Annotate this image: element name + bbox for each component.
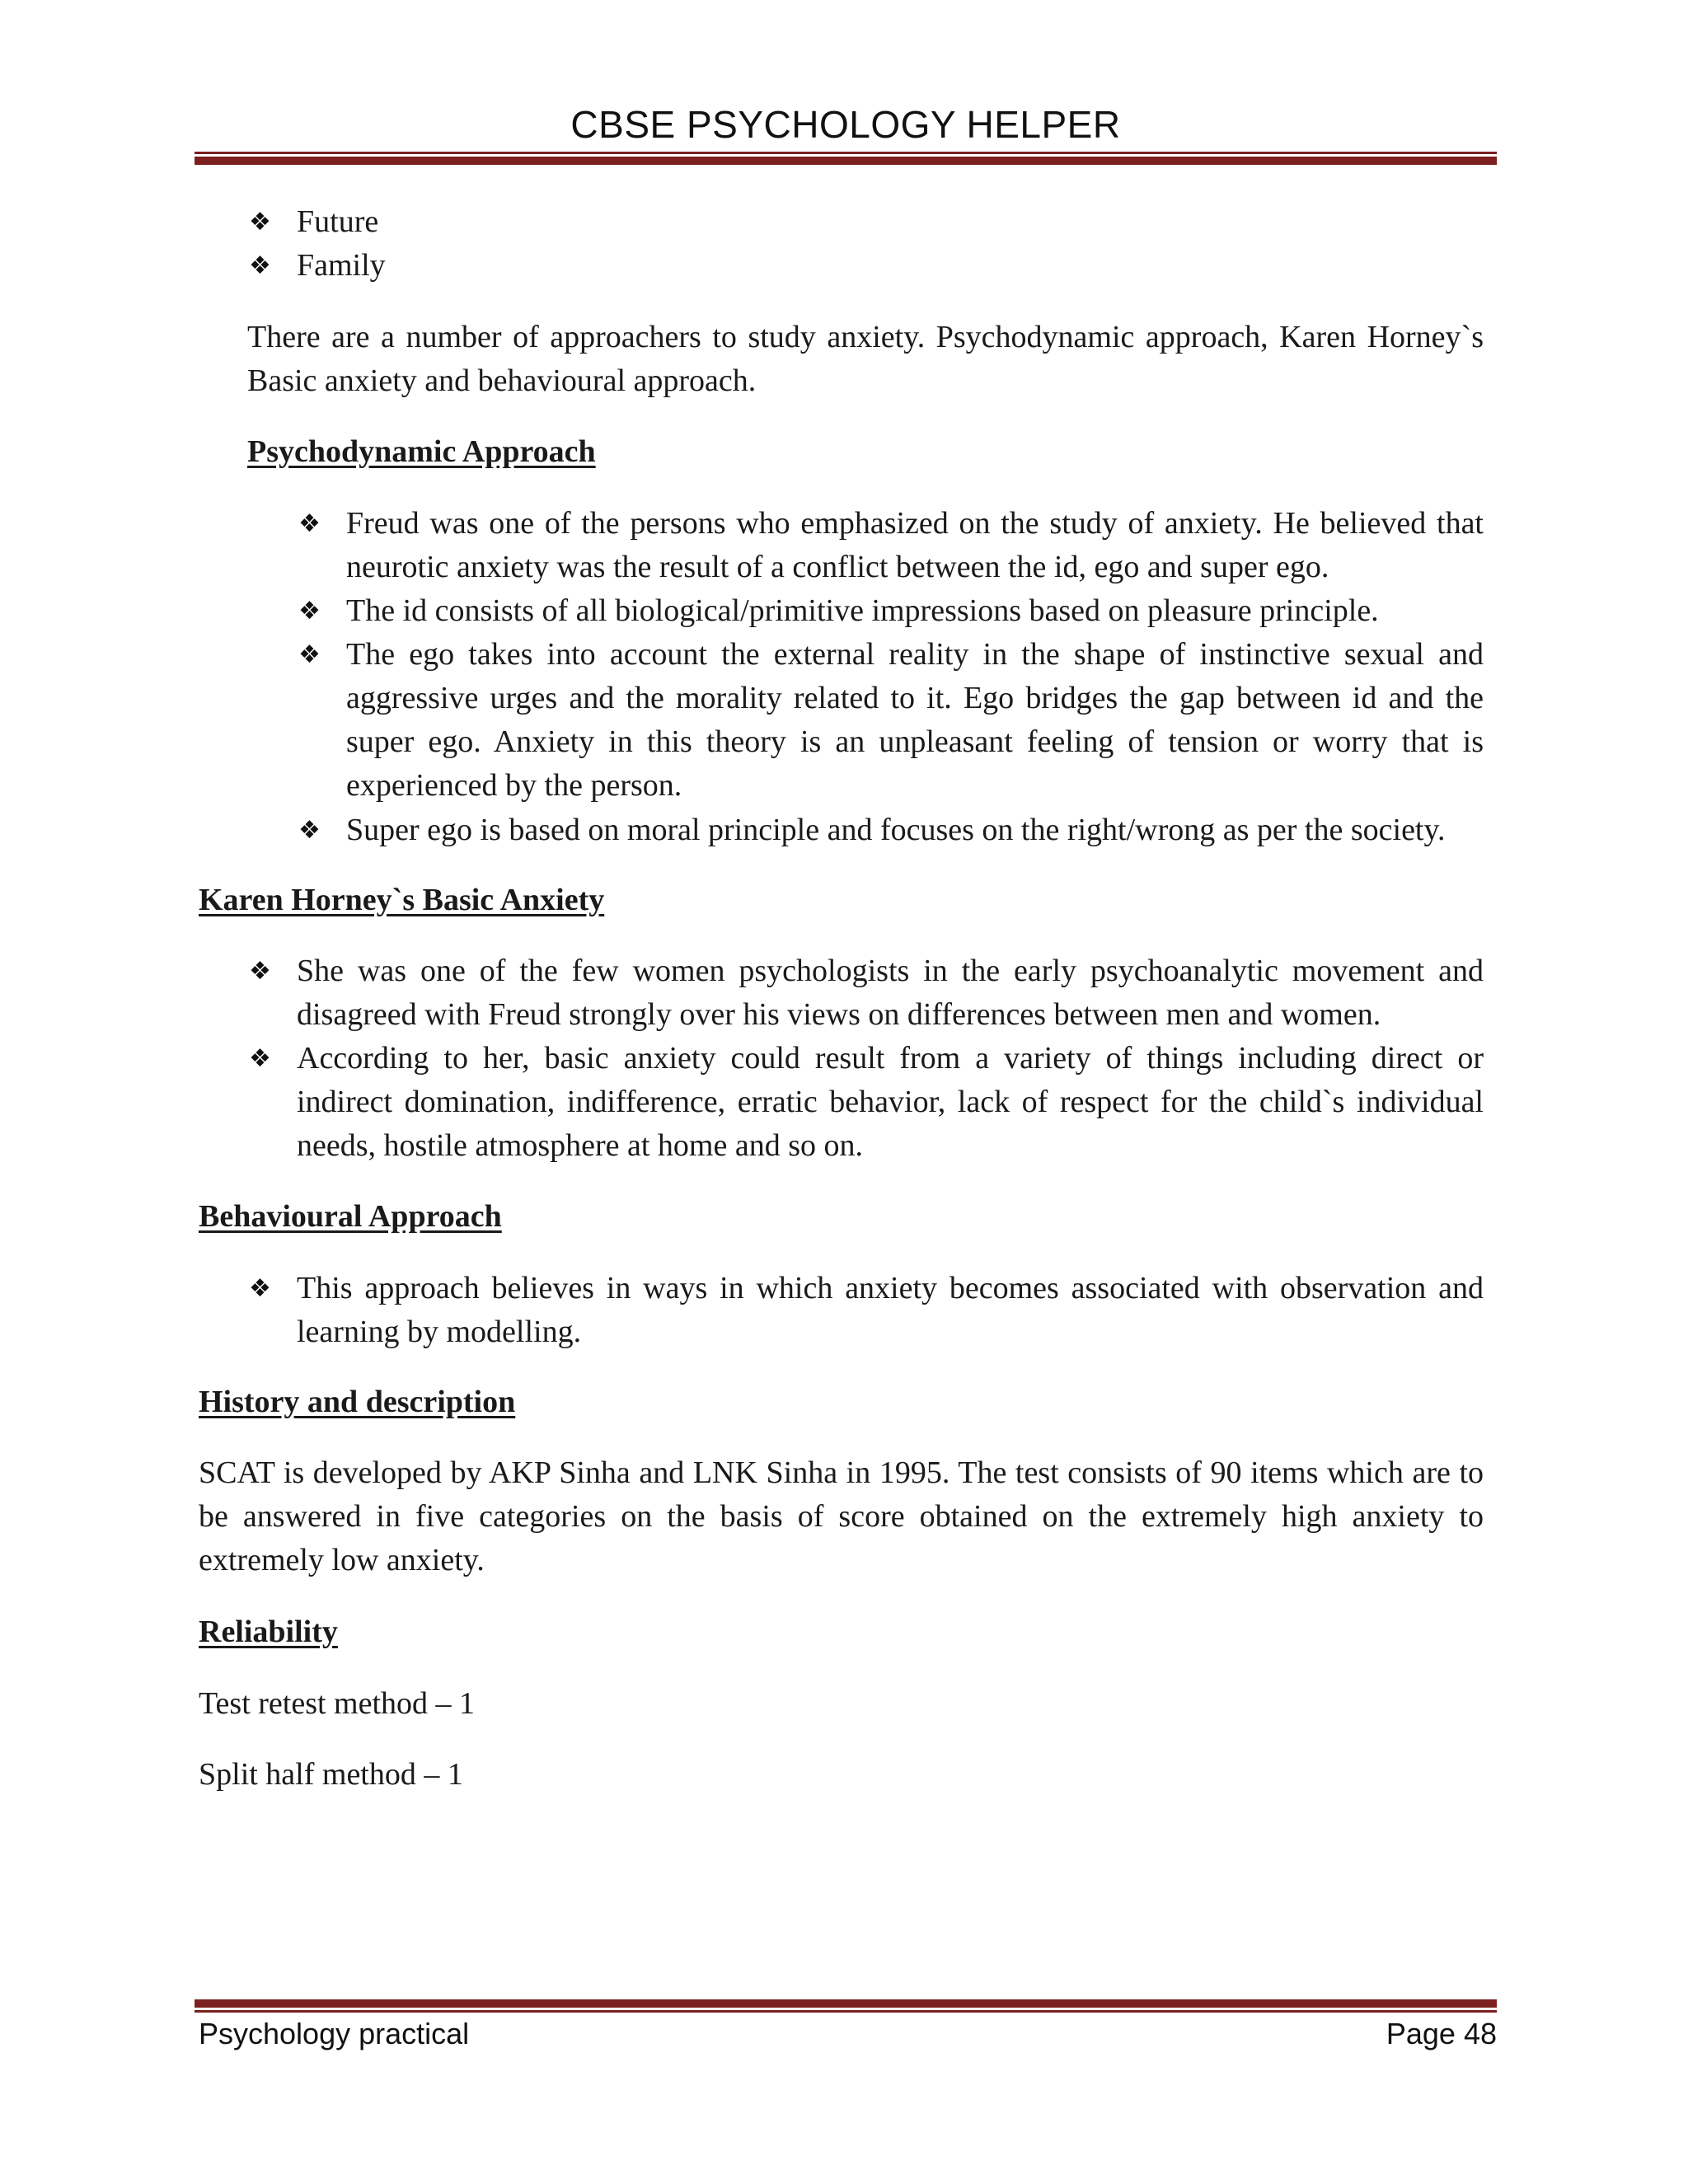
section-heading-psychodynamic: Psychodynamic Approach	[247, 434, 596, 469]
diamond-bullet-icon: ❖	[298, 597, 321, 626]
list-item: She was one of the few women psychologists in the early psychoanalytic movement and disagreed with Freud strongly over his views on differences between men and women.	[297, 954, 1484, 1032]
section-heading-reliability: Reliability	[199, 1615, 338, 1649]
section-heading-horney: Karen Horney`s Basic Anxiety	[199, 883, 605, 917]
reliability-line: Test retest method – 1	[199, 1686, 476, 1721]
diamond-bullet-icon: ❖	[298, 640, 321, 669]
header-rule-thick	[195, 157, 1497, 165]
list-item: Future	[297, 204, 379, 239]
diamond-bullet-icon: ❖	[249, 208, 271, 237]
list-item: Freud was one of the persons who emphasized on the study of anxiety. He believed that neurotic anxiety was the result of a conflict between the id, ego and super ego.	[346, 506, 1484, 584]
list-item: According to her, basic anxiety could result from a variety of things including direct or indirect domination, indifference, erratic behavior, lack of respect for the child`s individual needs, hostile atmosphere at home and so on.	[297, 1041, 1484, 1163]
page-header-title: CBSE PSYCHOLOGY HELPER	[570, 103, 1121, 146]
list-item: This approach believes in ways in which anxiety becomes associated with observation and learning by modelling.	[297, 1271, 1484, 1349]
list-item: The id consists of all biological/primitive impressions based on pleasure principle.	[346, 593, 1379, 628]
diamond-bullet-icon: ❖	[249, 1274, 271, 1303]
intro-paragraph: There are a number of approachers to study anxiety. Psychodynamic approach, Karen Horney`s Basic anxiety and behavioural approach.	[247, 320, 1484, 398]
header-rule-thin	[195, 152, 1497, 154]
list-item: Super ego is based on moral principle and focuses on the right/wrong as per the society.	[346, 813, 1446, 847]
footer-label: Psychology practical	[199, 2017, 470, 2050]
footer-rule-thin	[195, 2010, 1497, 2013]
diamond-bullet-icon: ❖	[249, 251, 271, 280]
diamond-bullet-icon: ❖	[298, 509, 321, 538]
footer-rule-thick	[195, 1999, 1497, 2008]
history-paragraph: SCAT is developed by AKP Sinha and LNK Sinha in 1995. The test consists of 90 items which are to be answered in five categories on the basis of score obtained on the extremely high anxiety to extremely low anxiety.	[199, 1455, 1484, 1577]
section-heading-behavioural: Behavioural Approach	[199, 1199, 502, 1234]
section-heading-history: History and description	[199, 1385, 516, 1419]
diamond-bullet-icon: ❖	[249, 957, 271, 986]
list-item: Family	[297, 248, 386, 283]
list-item: The ego takes into account the external reality in the shape of instinctive sexual and aggressive urges and the morality related to it. Ego bridges the gap between id and the super ego. Anxiety in this theory is an unpleasant feeling of tension or worry that is experienced by the person.	[346, 637, 1484, 803]
diamond-bullet-icon: ❖	[249, 1044, 271, 1073]
diamond-bullet-icon: ❖	[298, 816, 321, 845]
reliability-line: Split half method – 1	[199, 1757, 463, 1792]
page-number: Page 48	[1386, 2017, 1497, 2050]
